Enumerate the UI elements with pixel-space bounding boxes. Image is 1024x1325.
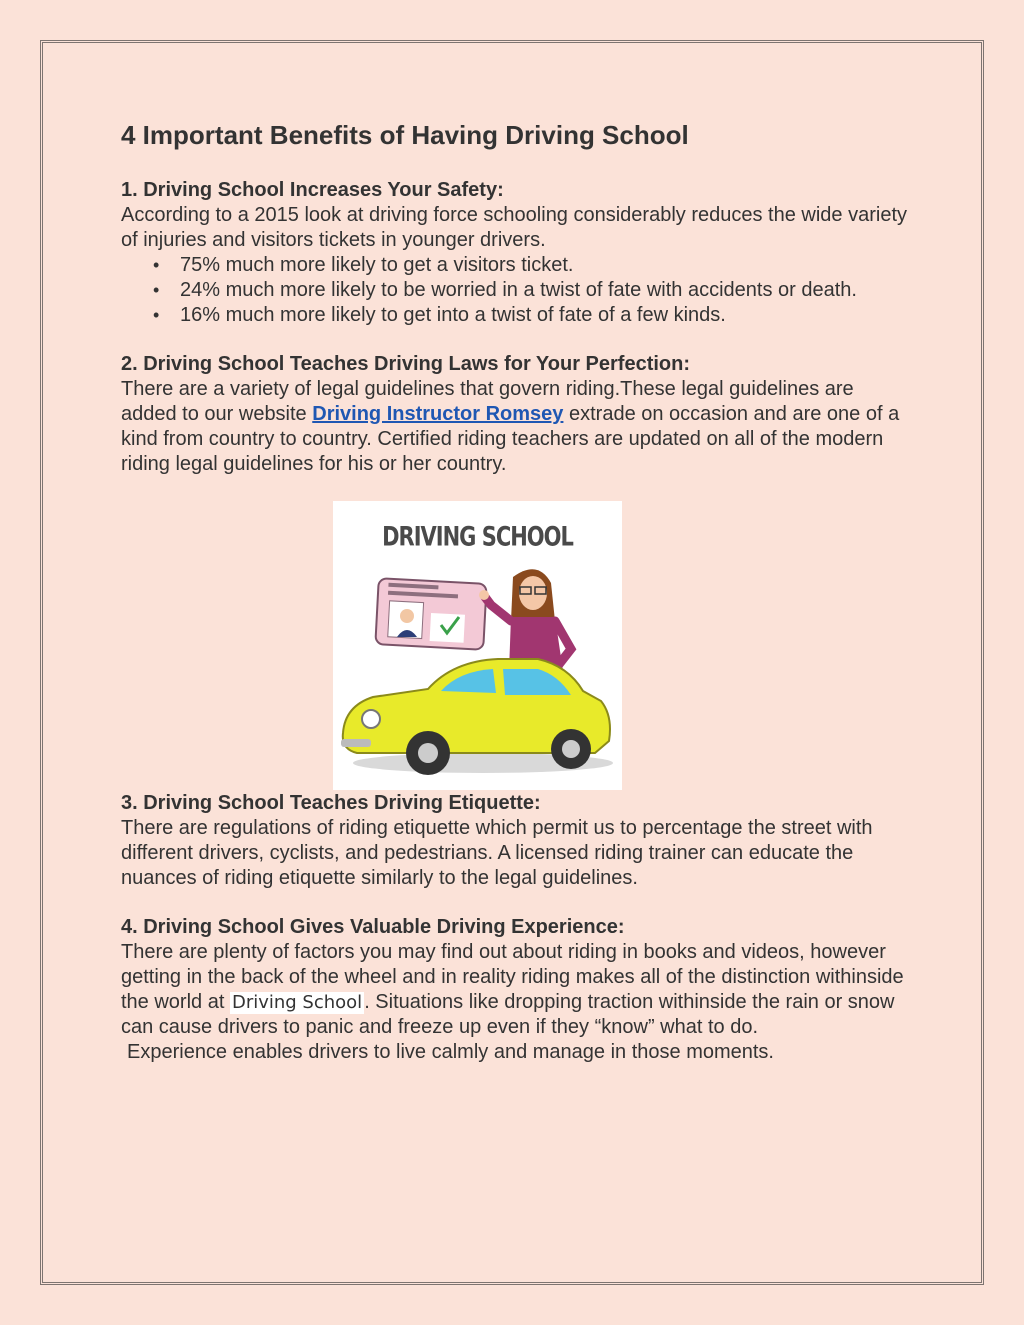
driving-school-label: Driving School (231, 992, 363, 1013)
page-title: 4 Important Benefits of Having Driving School (121, 120, 689, 150)
section-heading: 2. Driving School Teaches Driving Laws for Your Perfection: (121, 353, 691, 375)
list-item: • 24% much more likely to be worried in a twist of fate with accidents or death. (180, 278, 911, 303)
car-icon (341, 659, 613, 775)
section-experience (121, 915, 911, 1065)
driving-instructor-link[interactable]: Driving Instructor Romsey (312, 403, 564, 425)
section-laws (121, 352, 911, 477)
section-body (121, 940, 911, 1040)
closing-text: Experience enables drivers to live calmly and manage in those moments. (127, 1041, 774, 1063)
body-text: There are plenty of factors you may find out about riding in books and videos, however getting in the back of the wheel and in reality riding makes all of the distinction withinside the world at (121, 941, 904, 1013)
section-heading: 1. Driving School Increases Your Safety: (121, 179, 504, 201)
list-item: • 16% much more likely to get into a twist of fate of a few kinds. (180, 303, 911, 328)
section-heading: 4. Driving School Gives Valuable Driving Experience: (121, 916, 625, 938)
illustration-title: DRIVING SCHOOL (382, 521, 573, 552)
body-text: . Situations like dropping traction withinside the rain or snow can cause drivers to panic and freeze up even if they “know” what to do. (121, 991, 895, 1038)
list-item: • 75% much more likely to get a visitors ticket. (180, 253, 911, 278)
section-body: There are regulations of riding etiquette which permit us to percentage the street with different drivers, cyclists, and pedestrians. A licensed riding trainer can educate the nuances of riding etiquette similarly to the legal guidelines. (121, 817, 873, 889)
section-heading: 3. Driving School Teaches Driving Etiquette: (121, 792, 541, 814)
section-body: According to a 2015 look at driving force schooling considerably reduces the wide variety of injuries and visitors tickets in younger drivers. (121, 204, 907, 251)
driving-school-illustration (333, 501, 622, 790)
section-etiquette (121, 791, 911, 891)
article (121, 118, 911, 1089)
body-text: extrade on occasion and are one of a kind from country to country. Certified riding teachers are updated on all of the modern riding legal guidelines for his or her country. (121, 403, 900, 475)
statistics-list (121, 253, 911, 328)
body-text: There are a variety of legal guidelines that govern riding.These legal guidelines are added to our website (121, 378, 854, 425)
section-safety (121, 178, 911, 328)
section-body (121, 377, 911, 477)
license-card-icon (375, 578, 486, 650)
